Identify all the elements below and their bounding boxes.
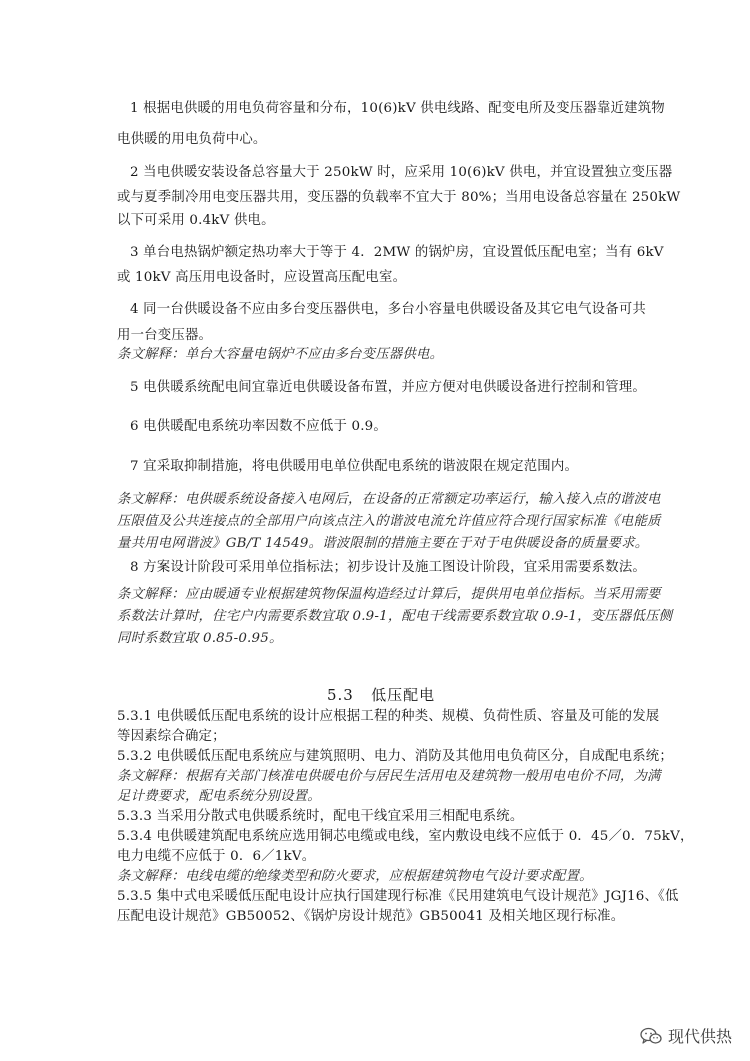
watermark [640, 1024, 732, 1047]
explanation-8-line-1: 条文解释：应由暖通专业根据建筑物保温构造经过计算后，提供用电单位指标。当采用需要 [117, 587, 661, 602]
clause-5-3-3: 5.3.3 当采用分散式电供暖系统时，配电干线宜采用三相配电系统。 [117, 809, 524, 824]
item-1-line-1: 1 根据电供暖的用电负荷容量和分布，10(6)kV 供电线路、配变电所及变压器靠近建筑物 [130, 101, 665, 116]
explanation-7-line-3: 量共用电网谐波》GB/T 14549。谐波限制的措施主要在于对于电供暖设备的质量要求。 [117, 536, 649, 551]
item-3-line-2: 或 10kV 高压用电设备时，应设置高压配电室。 [117, 270, 407, 285]
clause-5-3-4-line-2: 电力电缆不应低于 0．6／1kV。 [117, 849, 316, 864]
item-6: 6 电供暖配电系统功率因数不应低于 0.9。 [130, 419, 387, 434]
clause-5-3-5-line-2: 压配电设计规范》GB50052、《锅炉房设计规范》GB50041 及相关地区现行标准。 [117, 909, 625, 924]
item-2-line-1: 2 当电供暖安装设备总容量大于 250kW 时，应采用 10(6)kV 供电，并宜设置独立变压器 [130, 165, 673, 180]
item-3-line-1: 3 单台电热锅炉额定热功率大于等于 4．2MW 的锅炉房，宜设置低压配电室；当有 6kV [130, 245, 664, 260]
item-5: 5 电供暖系统配电间宜靠近电供暖设备布置，并应方便对电供暖设备进行控制和管理。 [130, 380, 647, 395]
clause-5-3-1-line-1: 5.3.1 电供暖低压配电系统的设计应根据工程的种类、规模、负荷性质、容量及可能的发展 [117, 709, 660, 724]
item-7: 7 宜采取抑制措施，将电供暖用电单位供配电系统的谐波限在规定范围内。 [130, 459, 579, 474]
item-4-line-1: 4 同一台供暖设备不应由多台变压器供电，多台小容量电供暖设备及其它电气设备可共 [130, 302, 647, 317]
item-2-line-2: 或与夏季制冷用电变压器共用，变压器的负载率不宜大于 80%；当用电设备总容量在 250kW [117, 190, 681, 205]
clause-5-3-1-line-2: 等因素综合确定； [117, 729, 226, 744]
explanation-7-line-2: 压限值及公共连接点的全部用户向该点注入的谐波电流允许值应符合现行国家标准《电能质 [117, 514, 661, 529]
explanation-8-line-2: 系数法计算时，住宅户内需要系数宜取 0.9-1，配电干线需要系数宜取 0.9-1，变压器低压侧 [117, 609, 673, 624]
wechat-icon [640, 1027, 662, 1045]
clause-5-3-5-line-1: 5.3.5 集中式电采暖低压配电设计应执行国建现行标准《民用建筑电气设计规范》JGJ16、《低 [117, 889, 679, 904]
clause-5-3-4-line-1: 5.3.4 电供暖建筑配电系统应选用铜芯电缆或电线，室内敷设电线不应低于 0．45／0．75kV， [117, 829, 694, 844]
section-number: 5.3 [327, 686, 354, 704]
explanation-5-3-2-line-2: 足计费要求，配电系统分别设置。 [117, 789, 321, 804]
section-heading [327, 684, 435, 705]
explanation-8-line-3: 同时系数宜取 0.85-0.95。 [117, 631, 283, 646]
explanation-5-3-2-line-1: 条文解释：根据有关部门核准电供暖电价与居民生活用电及建筑物一般用电电价不同，为满 [117, 769, 661, 784]
section-title: 低压配电 [371, 686, 436, 704]
explanation-7-line-1: 条文解释：电供暖系统设备接入电网后，在设备的正常额定功率运行，输入接入点的谐波电 [117, 492, 661, 507]
item-4-line-2: 用一台变压器。 [117, 328, 213, 343]
item-1-line-2: 电供暖的用电负荷中心。 [117, 132, 267, 147]
item-8: 8 方案设计阶段可采用单位指标法；初步设计及施工图设计阶段，宜采用需要系数法。 [130, 560, 647, 575]
explanation-5-3-4: 条文解释：电线电缆的绝缘类型和防火要求，应根据建筑物电气设计要求配置。 [117, 869, 593, 884]
clause-5-3-2: 5.3.2 电供暖低压配电系统应与建筑照明、电力、消防及其他用电负荷区分，自成配电系统； [117, 749, 673, 764]
explanation-4: 条文解释：单台大容量电锅炉不应由多台变压器供电。 [117, 347, 444, 362]
item-2-line-3: 以下可采用 0.4kV 供电。 [117, 213, 275, 228]
watermark-text: 现代供热 [667, 1027, 732, 1046]
